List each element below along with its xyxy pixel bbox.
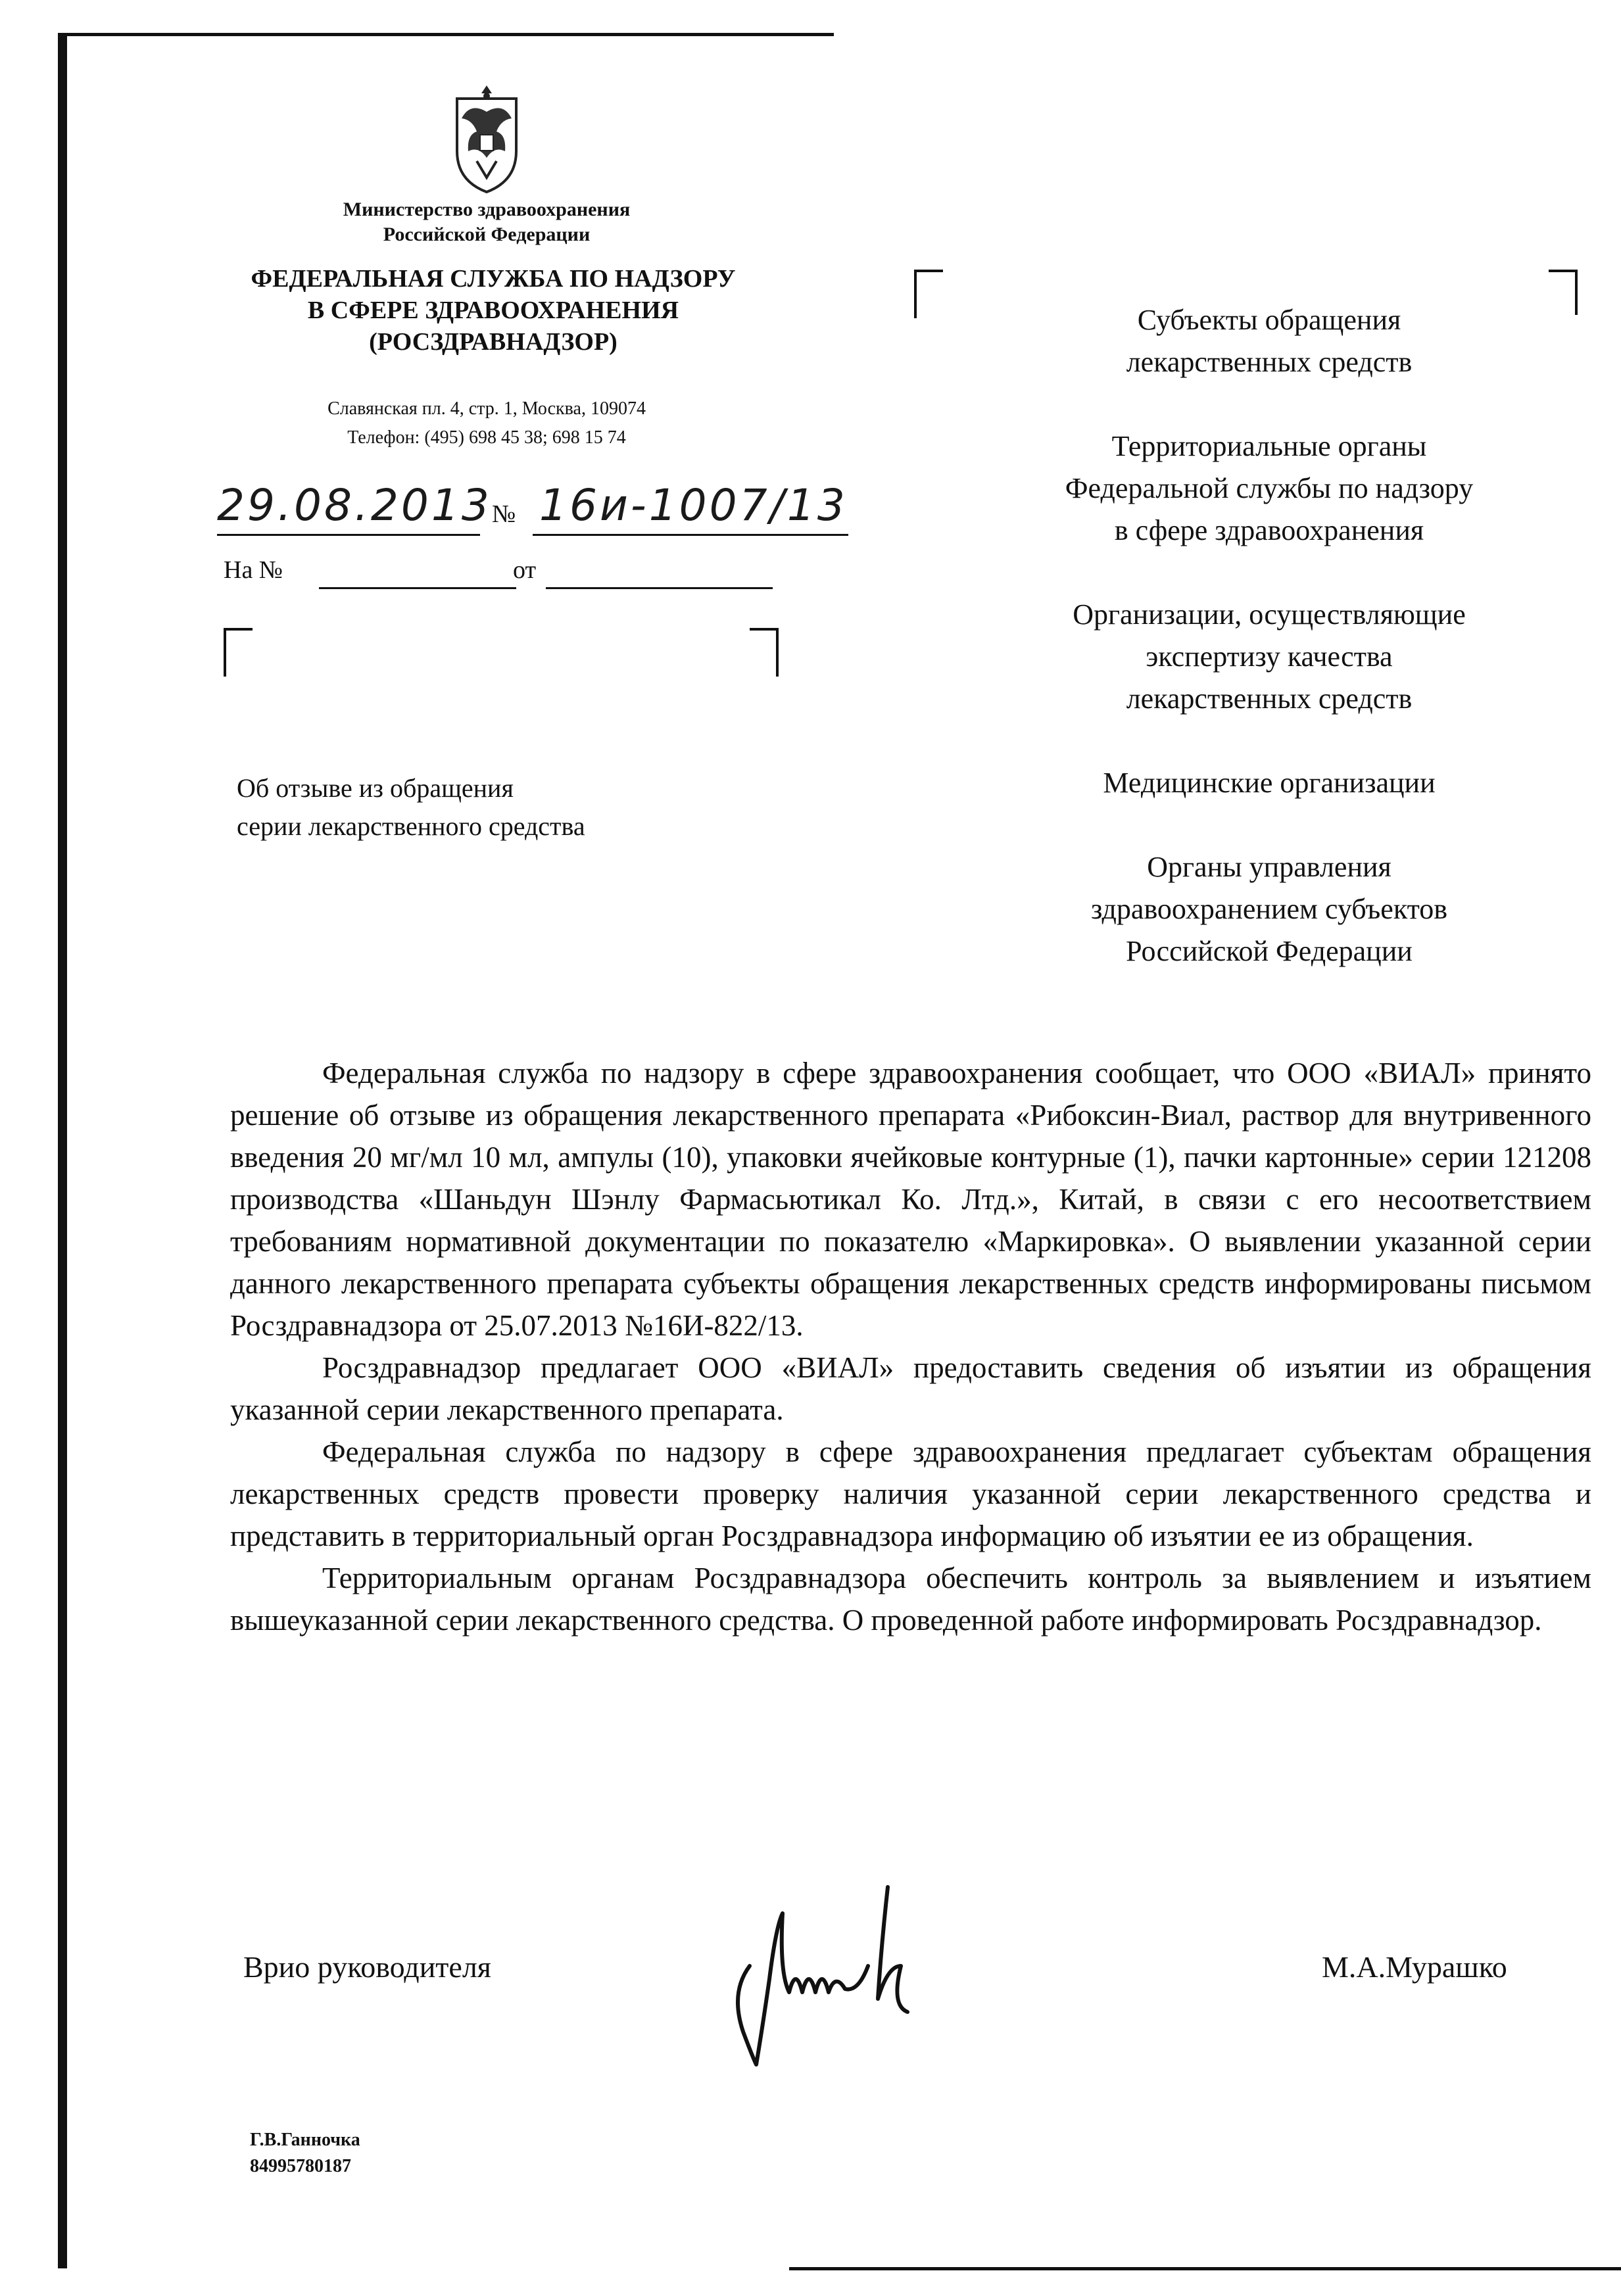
addressee-line: экспертизу качества — [1146, 640, 1393, 673]
reference-date-label: от — [513, 556, 537, 584]
service-name — [197, 263, 789, 358]
subject-line: серии лекарственного средства — [237, 811, 585, 841]
letter-body — [230, 1052, 1591, 1641]
addressee-line: здравоохранением субъектов — [1090, 893, 1448, 925]
reference-date-line — [546, 587, 773, 589]
scan-left-edge — [58, 33, 67, 2268]
addressee-group — [973, 762, 1565, 804]
reference-number-line — [319, 587, 516, 589]
reference-row — [224, 556, 815, 595]
number-sign: № — [492, 500, 516, 528]
addressee-corner-left — [914, 270, 943, 318]
ministry-name — [250, 197, 723, 247]
executor-name: Г.В.Ганночка — [250, 2130, 360, 2150]
service-line: (РОСЗДРАВНАДЗОР) — [369, 328, 617, 356]
coat-of-arms-icon — [421, 72, 552, 197]
service-line: В СФЕРЕ ЗДРАВООХРАНЕНИЯ — [307, 297, 679, 324]
body-paragraph: Федеральная служба по надзору в сфере здравоохранения сообщает, что ООО «ВИАЛ» принято решение об отзыве из обращения лекарственного препарата «Рибоксин-Виал, раствор для внутривенного введения 20 мг/мл 10 мл, ампулы (10), упаковки ячейковые контурные (1), пачки картонные» серии 121208 производства «Шаньдун Шэнлу Фармасьютикал Ко. Лтд.», Китай, в связи с его несоответствием требованиям нормативной документации по показателю «Маркировка». О выявлении указанной серии данного лекарственного препарата субъекты обращения лекарственных средств информированы письмом Росздравнадзора от 25.07.2013 №16И-822/13. — [230, 1057, 1591, 1342]
outgoing-date: 29.08.2013 — [217, 480, 492, 531]
body-paragraph: Территориальным органам Росздравнадзора обеспечить контроль за выявлением и изъятием вышеуказанной серии лекарственного средства. О проведенной работе информировать Росздравнадзор. — [230, 1562, 1591, 1637]
scan-top-line — [58, 33, 834, 36]
addressee-group — [973, 846, 1565, 972]
addressee-line: лекарственных средств — [1126, 346, 1413, 378]
signatory-title: Врио руководителя — [243, 1950, 491, 1984]
outgoing-number-row — [217, 473, 875, 546]
number-underline — [533, 534, 848, 536]
body-paragraph: Федеральная служба по надзору в сфере здравоохранения предлагает субъектам обращения лекарственных средств провести проверку наличия указанной серии лекарственного средства и представить в территориальный орган Росздравнадзора информацию об изъятии ее из обращения. — [230, 1435, 1591, 1552]
addressee-line: Органы управления — [1147, 851, 1391, 883]
ministry-line: Министерство здравоохранения — [343, 199, 631, 220]
addressee-group — [973, 299, 1565, 383]
addressee-line: Организации, осуществляющие — [1073, 598, 1466, 631]
addressee-line: Субъекты обращения — [1137, 304, 1401, 336]
address: Славянская пл. 4, стр. 1, Москва, 109074 — [327, 398, 646, 419]
signatory-name: М.А.Мурашко — [1322, 1950, 1507, 1984]
addressee-line: лекарственных средств — [1126, 682, 1413, 715]
phone: Телефон: (495) 698 45 38; 698 15 74 — [347, 427, 626, 448]
addressee-group — [973, 594, 1565, 720]
subject-line: Об отзыве из обращения — [237, 773, 514, 803]
addressee-line: Территориальные органы — [1111, 430, 1427, 462]
reference-number-label: На № — [224, 556, 283, 584]
outgoing-number: 16и-1007/13 — [539, 480, 848, 531]
address-block — [250, 395, 723, 452]
addressee-group — [973, 425, 1565, 552]
date-underline — [217, 534, 480, 536]
executor-phone: 84995780187 — [250, 2156, 351, 2176]
subject-corner-left — [224, 628, 253, 677]
handwritten-signature — [690, 1867, 954, 2084]
letter-subject — [237, 769, 763, 846]
scan-bottom-line — [789, 2267, 1621, 2270]
addressee-list — [973, 299, 1565, 972]
ministry-line: Российской Федерации — [383, 224, 591, 245]
addressee-line: Федеральной службы по надзору — [1065, 472, 1474, 504]
executor-block — [250, 2127, 360, 2180]
addressee-line: Российской Федерации — [1126, 935, 1413, 967]
addressee-line: Медицинские организации — [1103, 767, 1436, 799]
body-paragraph: Росздравнадзор предлагает ООО «ВИАЛ» предоставить сведения об изъятии из обращения указанной серии лекарственного препарата. — [230, 1351, 1591, 1426]
subject-corner-right — [750, 628, 779, 677]
addressee-line: в сфере здравоохранения — [1114, 514, 1424, 546]
service-line: ФЕДЕРАЛЬНАЯ СЛУЖБА ПО НАДЗОРУ — [251, 265, 736, 293]
